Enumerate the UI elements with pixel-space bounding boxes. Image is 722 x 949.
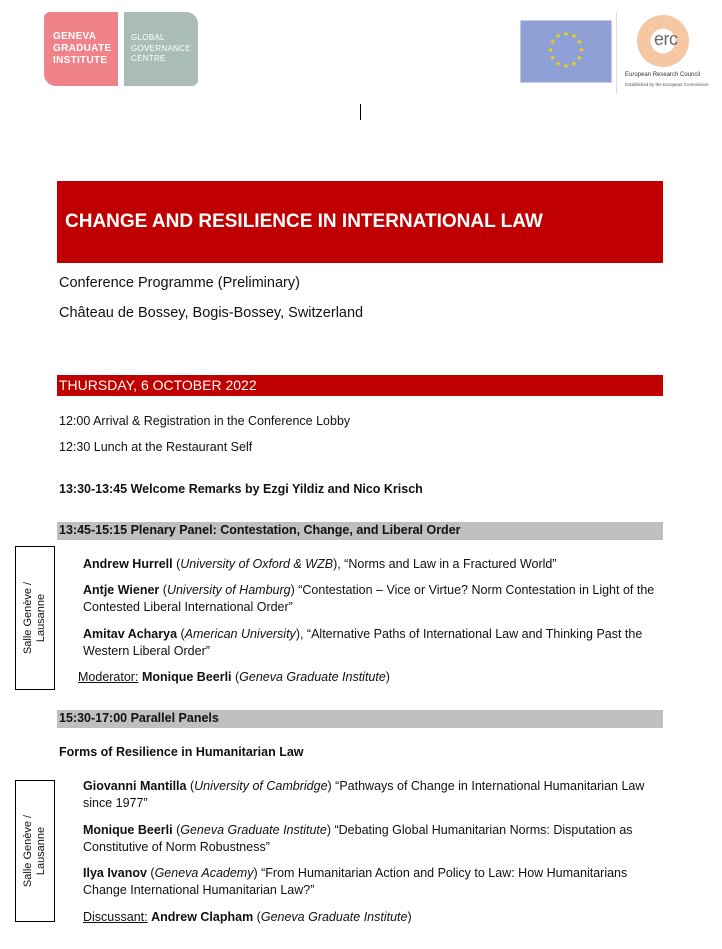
- talk-entry: Antje Wiener (University of Hamburg) “Contestation – Vice or Virtue? Norm Contestation in Light of the Contested Liberal International Order”: [83, 583, 655, 614]
- svg-text:★: ★: [562, 30, 570, 38]
- panel-subheading: Forms of Resilience in Humanitarian Law: [59, 745, 304, 759]
- title-banner: [57, 181, 663, 263]
- eu-flag-icon: [520, 20, 612, 83]
- room-label: Salle Genève / Lausanne: [22, 581, 47, 655]
- geneva-graduate-institute-logo: [44, 12, 118, 86]
- page-title: CHANGE AND RESILIENCE IN INTERNATIONAL LAW: [65, 211, 543, 232]
- talk-entry: Ilya Ivanov (Geneva Academy) “From Humanitarian Action and Policy to Law: How Humanitarians Change International Humanitarian Law?”: [83, 866, 628, 897]
- svg-text:★: ★: [570, 32, 578, 40]
- svg-text:★: ★: [547, 46, 554, 54]
- svg-text:★: ★: [549, 38, 556, 46]
- svg-text:★: ★: [562, 62, 570, 70]
- day-banner: [57, 375, 663, 396]
- global-governance-centre-logo: [124, 12, 198, 86]
- erc-wordmark: erc: [654, 29, 678, 49]
- svg-text:★: ★: [578, 46, 585, 54]
- logo-line: INSTITUTE: [53, 55, 108, 66]
- erc-caption: European Research Council: [625, 72, 701, 78]
- logo-line: GENEVA: [53, 31, 97, 42]
- svg-text:★: ★: [576, 54, 583, 62]
- room-label-box: [15, 780, 55, 922]
- svg-text:★: ★: [576, 38, 583, 46]
- talk-entry: Andrew Hurrell (University of Oxford & WZB), “Norms and Law in a Fractured World”: [83, 557, 557, 571]
- svg-text:★: ★: [554, 60, 562, 68]
- moderator-line: Moderator: Monique Beerli (Geneva Graduate Institute): [78, 670, 390, 684]
- logo-line: CENTRE: [131, 54, 166, 63]
- logo-line: GOVERNANCE: [131, 43, 191, 53]
- talk-entry: Monique Beerli (Geneva Graduate Institute) “Debating Global Humanitarian Norms: Disputation as Constitutive of Norm Robustness”: [83, 823, 633, 854]
- erc-caption-small: Established by the European Commission: [625, 82, 709, 87]
- erc-logo: [616, 12, 713, 94]
- room-label-box: [15, 546, 55, 690]
- talk-entry: Giovanni Mantilla (University of Cambridge) “Pathways of Change in International Humanitarian Law since 1977”: [83, 779, 645, 810]
- discussant-line: Discussant: Andrew Clapham (Geneva Graduate Institute): [83, 910, 412, 924]
- logo-line: GLOBAL: [131, 33, 165, 42]
- svg-text:★: ★: [570, 60, 578, 68]
- text-cursor: [360, 104, 361, 120]
- day-label: THURSDAY, 6 OCTOBER 2022: [59, 377, 257, 393]
- panel-heading-band: [57, 522, 663, 540]
- subtitle-venue: Château de Bossey, Bogis-Bossey, Switzerland: [59, 305, 364, 321]
- talk-entry: Amitav Acharya (American University), “Alternative Paths of International Law and Thinking Past the Western Liberal Order”: [83, 627, 643, 658]
- panel-heading: 15:30-17:00 Parallel Panels: [59, 711, 219, 725]
- schedule-item: 12:30 Lunch at the Restaurant Self: [59, 440, 253, 454]
- panel-heading: 13:45-15:15 Plenary Panel: Contestation, Change, and Liberal Order: [59, 523, 461, 537]
- logo-line: GRADUATE: [53, 43, 112, 54]
- welcome-remarks: 13:30-13:45 Welcome Remarks by Ezgi Yildiz and Nico Krisch: [59, 482, 423, 496]
- subtitle-programme: Conference Programme (Preliminary): [59, 275, 300, 291]
- room-label: Salle Genève / Lausanne: [22, 814, 47, 888]
- panel-heading-band: [57, 710, 663, 728]
- schedule-item: 12:00 Arrival & Registration in the Conference Lobby: [59, 414, 351, 428]
- svg-text:★: ★: [549, 54, 556, 62]
- svg-text:★: ★: [554, 32, 562, 40]
